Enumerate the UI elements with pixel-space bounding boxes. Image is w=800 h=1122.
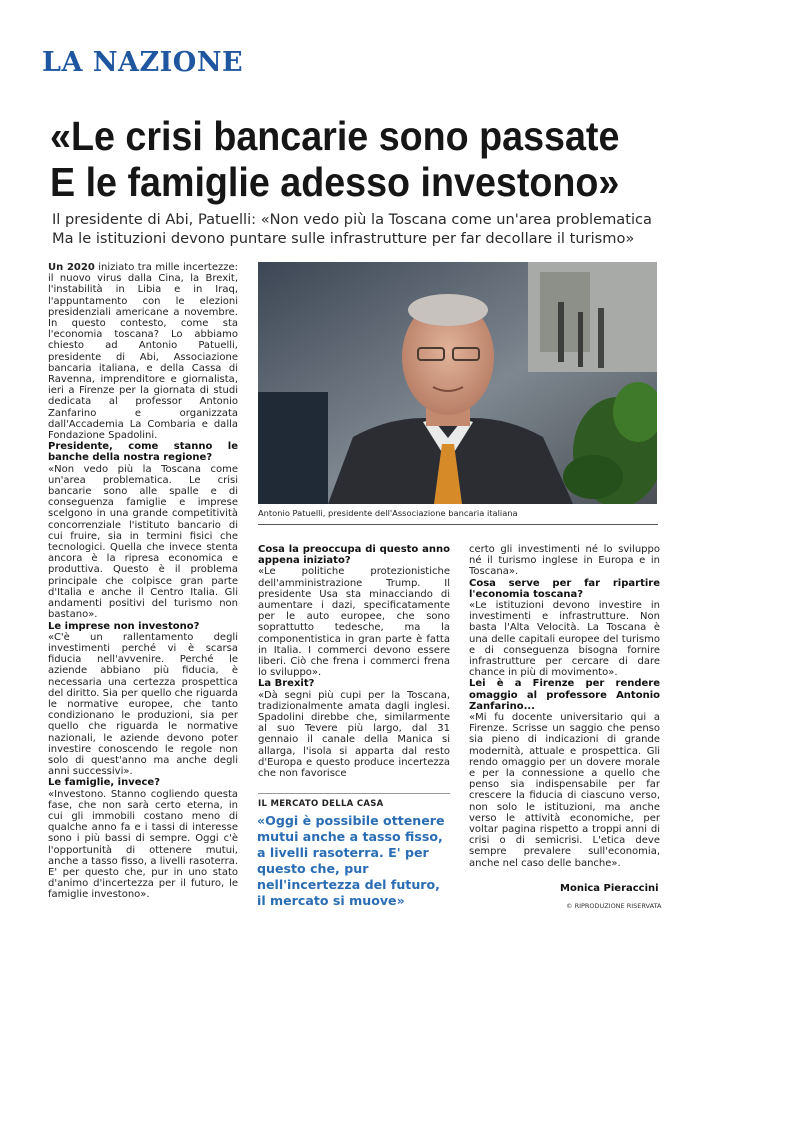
article-column-2 [258,544,450,779]
article-intro [48,262,238,441]
interview-answer: «Non vedo più la Toscana come un'area problematica. Le crisi bancarie sono alle spalle e di conseguenza famiglie e imprese scelgono in una grande competitività concorrenziale l'istituto bancario di cui fruire, sia in termini fisici che tecnologici. Quella che invece stenta ancora è la ripresa economica e produttiva. Questo è il problema principale che colpisce gran parte d'Italia e anche il Centro Italia. Gli andamenti positivi del turismo non bastano». [48,463,238,621]
subheadline-line-2: Ma le istituzioni devono puntare sulle infrastrutture per far decollare il turismo» [52,230,635,247]
interview-question: Le imprese non investono? [48,620,200,632]
interview-answer: «C'è un rallentamento degli investimenti perché vi è scarsa fiducia nell'avvenire. Perché le aziende abbiano più fiducia, è necessaria una certezza prospettica del diritto. Sia per quello che riguarda le normative europee, che tanto condizionano le produzioni, sia per quello che riguarda le normative nazionali, le aziende devono poter investire conoscendo le regole non solo di quest'anno ma anche degli anni successivi». [48,631,238,778]
pull-quote [257,813,457,909]
interview-question: Cosa serve per far ripartire l'economia toscana? [469,577,660,600]
masthead-logo: LA NAZIONE [42,47,244,78]
interview-question: Le famiglie, invece? [48,777,161,789]
article-lead: Un 2020 [48,262,95,273]
pull-quote-line: questo che, pur [257,861,369,876]
pull-quote-line: mutui anche a tasso fisso, [257,829,443,844]
article-intro-text: iniziato tra mille incertezze: il nuovo virus dalla Cina, la Brexit, l'instabilità in Libia e in Iraq, l'appuntamento con le elezioni presidenziali americane a novembre. In questo contesto, come sta l'economia toscana? Lo abbiamo chiesto ad Antonio Patuelli, presidente di Abi, Associazione bancaria italiana, e della Cassa di Ravenna, imprenditore e giornalista, ieri a Firenze per la giornata di studi dedicata al professor Antonio Zanfarino e organizzata dall'Accademia La Combaria e dalla Fondazione Spadolini. [48,262,238,442]
box-label: IL MERCATO DELLA CASA [258,799,384,809]
pull-quote-line: «Oggi è possibile ottenere [257,813,445,828]
interview-question: Presidente, come stanno le banche della nostra regione? [48,441,238,464]
headline-line-1: «Le crisi bancarie sono passate [50,113,620,159]
headline-line-2: E le famiglie adesso investono» [50,159,620,205]
copyright-notice: © RIPRODUZIONE RISERVATA [566,902,662,910]
interview-answer: «Dà segni più cupi per la Toscana, tradizionalmente amata dagli inglesi. Spadolini direbbe che, similarmente al suo Tevere più largo, dal 31 gennaio il canale della Manica si allarga, l'isola si apparta dal resto d'Europa e questo produce incertezza che non favorisce [258,689,450,780]
interview-answer: «Investono. Stanno cogliendo questa fase, che non sarà certo eterna, in cui gli immobili costano meno di qualche anno fa e i tassi di interesse sono i più bassi di sempre. Oggi c'è l'opportunità di ottenere mutui, anche a tasso fisso, a livelli rasoterra. E' per questo che, pur in uno stato d'animo d'incertezza per il futuro, le famiglie investono». [48,788,238,901]
interview-answer: «Mi fu docente universitario qui a Firenze. Scrisse un saggio che penso sia pieno di indicazioni di grande modernità, attuale e prospettica. Gli rendo omaggio per un dovere morale e per la connessione a quello che penso sia indispensabile per far crescere la fiducia di ciascuno verso, non solo le istituzioni, ma anche verso le attività economiche, per voltar pagina rispetto a troppi anni di crisi o di semicrisi. L'etica deve sempre prevalere sull'economia, anche nel caso delle banche». [469,712,660,869]
portrait-photo-image [258,262,657,504]
pull-quote-line: nell'incertezza del futuro, [257,877,440,892]
pull-quote-line: a livelli rasoterra. E' per [257,845,429,860]
portrait-photo [258,262,657,504]
interview-answer: «Le politiche protezionistiche dell'amministrazione Trump. Il presidente Usa sta minacciando di aumentare i dazi, specificatamente per le auto europee, che sono soprattutto tedesche, ma la componentistica in gran parte è fatta in Italia. I commerci devono essere liberi. Ciò che frena i commerci frena lo sviluppo». [258,566,450,679]
box-divider [258,793,450,794]
interview-question: Cosa la preoccupa di questo anno appena iniziato? [258,544,450,567]
interview-answer: «Le istituzioni devono investire in investimenti e infrastrutture. Non basta l'Alta Velocità. La Toscana è una delle capitali europee del turismo e di conseguenza bisogna fornire infrastrutture per cercare di dare chance in più di movimento». [469,600,660,679]
interview-answer: certo gli investimenti né lo sviluppo né il turismo inglese in Europa e in Toscana». [469,544,660,578]
article-column-3 [469,544,660,869]
subheadline-line-1: Il presidente di Abi, Patuelli: «Non vedo più la Toscana come un'area problematica [52,211,652,228]
author-signature: Monica Pieraccini [560,883,659,894]
photo-caption: Antonio Patuelli, presidente dell'Associazione bancaria italiana [258,508,518,518]
article-column-1 [48,262,238,901]
subheadline [52,210,752,248]
interview-question: La Brexit? [258,678,315,690]
caption-divider [258,524,658,525]
headline [50,113,701,205]
interview-question: Lei è a Firenze per rendere omaggio al professore Antonio Zanfarino... [469,678,660,712]
pull-quote-line: il mercato si muove» [257,893,405,908]
